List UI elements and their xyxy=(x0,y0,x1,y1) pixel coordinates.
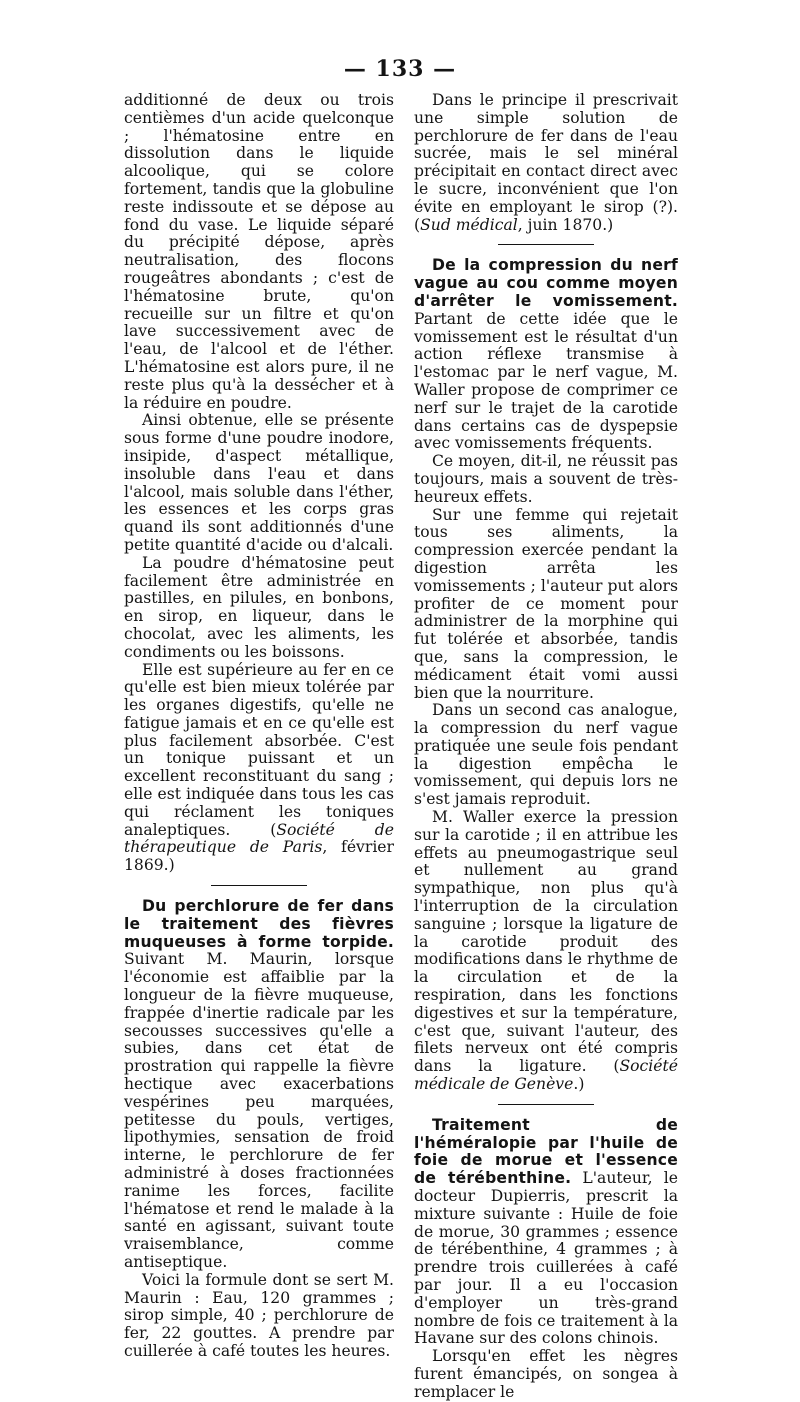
page-number: — 133 — xyxy=(343,56,457,82)
left-column xyxy=(124,92,394,1361)
section-nerf-vague xyxy=(414,257,678,453)
source-citation: Société de thérapeutique de Paris xyxy=(124,820,394,857)
section-heading: De la compression du nerf vague au cou comme moyen d'arrêter le vomissement. xyxy=(414,256,678,310)
paragraph: Lorsqu'en effet les nègres furent émancipés, on songea à remplacer le xyxy=(414,1347,678,1401)
paragraph-text: Dans le principe il prescrivait une simple solution de perchlorure de fer dans de l'eau sucrée, mais le sel minéral précipitait en contact direct avec le sucre, inconvénient que l'on évite en employant le sirop (?). ( xyxy=(414,91,678,234)
paragraph: Ainsi obtenue, elle se présente sous forme d'une poudre inodore, insipide, d'aspect métallique, insoluble dans l'eau et dans l'alcool, mais soluble dans l'éther, les essences et les corps gras quand ils sont additionnés d'une petite quantité d'acide ou d'alcali. xyxy=(124,411,394,554)
right-column xyxy=(414,92,678,1402)
paragraph xyxy=(414,92,678,234)
paragraph: Voici la formule dont se sert M. Maurin : Eau, 120 grammes ; sirop simple, 40 ; perchlorure de fer, 22 gouttes. A prendre par cuillerée à café toutes les heures. xyxy=(124,1270,394,1360)
source-date: .) xyxy=(573,1075,585,1094)
paragraph-text: M. Waller exerce la pression sur la carotide ; il en attribue les effets au pneumogastrique seul et nullement au grand sympathique, non plus qu'à l'interruption de la circulation sanguine ; lorsque la ligature de la carotide produit des modifications dans le rhythme de la circulation et de la respiration, dans les fonctions digestives et sur la température, c'est que, suivant l'auteur, des filets nerveux ont été compris dans la ligature. ( xyxy=(414,808,678,1076)
source-citation: Société médicale de Genève xyxy=(414,1057,678,1094)
source-date: , février 1869.) xyxy=(124,838,394,875)
section-hemeralopie xyxy=(414,1117,678,1348)
section-perchlorure xyxy=(124,898,394,1272)
section-body: Partant de cette idée que le vomissement est le résultat d'un action réflexe transmise à l'estomac par le nerf vague, M. Waller propose de comprimer ce nerf sur le trajet de la carotide dans certains cas de dyspepsie avec vomissements fréquents. xyxy=(414,309,678,453)
section-divider xyxy=(211,885,307,886)
paragraph: Sur une femme qui rejetait tous ses aliments, la compression exercée pendant la digestion arrêta les vomissements ; l'auteur put alors profiter de ce moment pour administrer de la morphine qui fut tolérée et absorbée, tandis que, sans la compression, le médicament était vomi aussi bien que la nourriture. xyxy=(414,505,678,702)
paragraph: La poudre d'hématosine peut facilement être administrée en pastilles, en pilules, en bonbons, en sirop, en liqueur, dans le chocolat, avec les aliments, les condiments ou les boissons. xyxy=(124,553,394,661)
paragraph xyxy=(414,809,678,1094)
section-divider xyxy=(498,244,594,245)
section-heading: Du perchlorure de fer dans le traitement des fièvres muqueuses à forme torpide. xyxy=(124,897,394,951)
section-heading: Traitement de l'héméralopie par l'huile de foie de morue et l'essence de térébenthine. xyxy=(414,1115,678,1188)
source-date: , juin 1870.) xyxy=(517,215,614,234)
paragraph: Ce moyen, dit-il, ne réussit pas toujours, mais a souvent de très-heureux effets. xyxy=(414,452,678,506)
paragraph: additionné de deux ou trois centièmes d'un acide quelconque ; l'hématosine entre en dissolution dans le liquide alcoolique, qui se colore fortement, tandis que la globuline reste indissoute et se dépose au fond du vase. Le liquide séparé du précipité dépose, après neutralisation, des flocons rougeâtres abondants ; c'est de l'hématosine brute, qu'on recueille sur un filtre et qu'on lave successivement avec de l'eau, de l'alcool et de l'éther. L'hématosine est alors pure, il ne reste plus qu'à la dessécher et à la réduire en poudre. xyxy=(124,91,394,412)
paragraph xyxy=(124,662,394,876)
section-body: L'auteur, le docteur Dupierris, prescrit la mixture suivante : Huile de foie de morue, 30 grammes ; essence de térébenthine, 4 grammes ; à prendre trois cuillerées à café par jour. Il a eu l'occasion d'employer un très-grand nombre de fois ce traitement à la Havane sur des colons chinois. xyxy=(414,1169,678,1348)
section-body: Suivant M. Maurin, lorsque l'économie est affaiblie par la longueur de la fièvre muqueuse, frappée d'inertie radicale par les secousses successives qu'elle a subies, dans cet état de prostration qui rappelle la fièvre hectique avec exacerbations vespérines peu marquées, petitesse du pouls, vertiges, lipothymies, sensation de froid interne, le perchlorure de fer administré à doses fractionnées ranime les forces, facilite l'hématose et rend le malade à la santé en agissant, suivant toute vraisemblance, comme antiseptique. xyxy=(124,950,394,1271)
source-citation: Sud médical xyxy=(420,215,518,234)
paragraph: Dans un second cas analogue, la compression du nerf vague pratiquée une seule fois pendant la digestion empêcha le vomissement, qui depuis lors ne s'est jamais reproduit. xyxy=(414,701,678,809)
paragraph-text: Elle est supérieure au fer en ce qu'elle est bien mieux tolérée par les organes digestifs, qu'elle ne fatigue jamais et en ce qu'elle est plus facilement absorbée. C'est un tonique puissant et un excellent reconstituant du sang ; elle est indiquée dans tous les cas qui réclament les toniques analeptiques. ( xyxy=(124,660,394,839)
section-divider xyxy=(498,1104,594,1105)
